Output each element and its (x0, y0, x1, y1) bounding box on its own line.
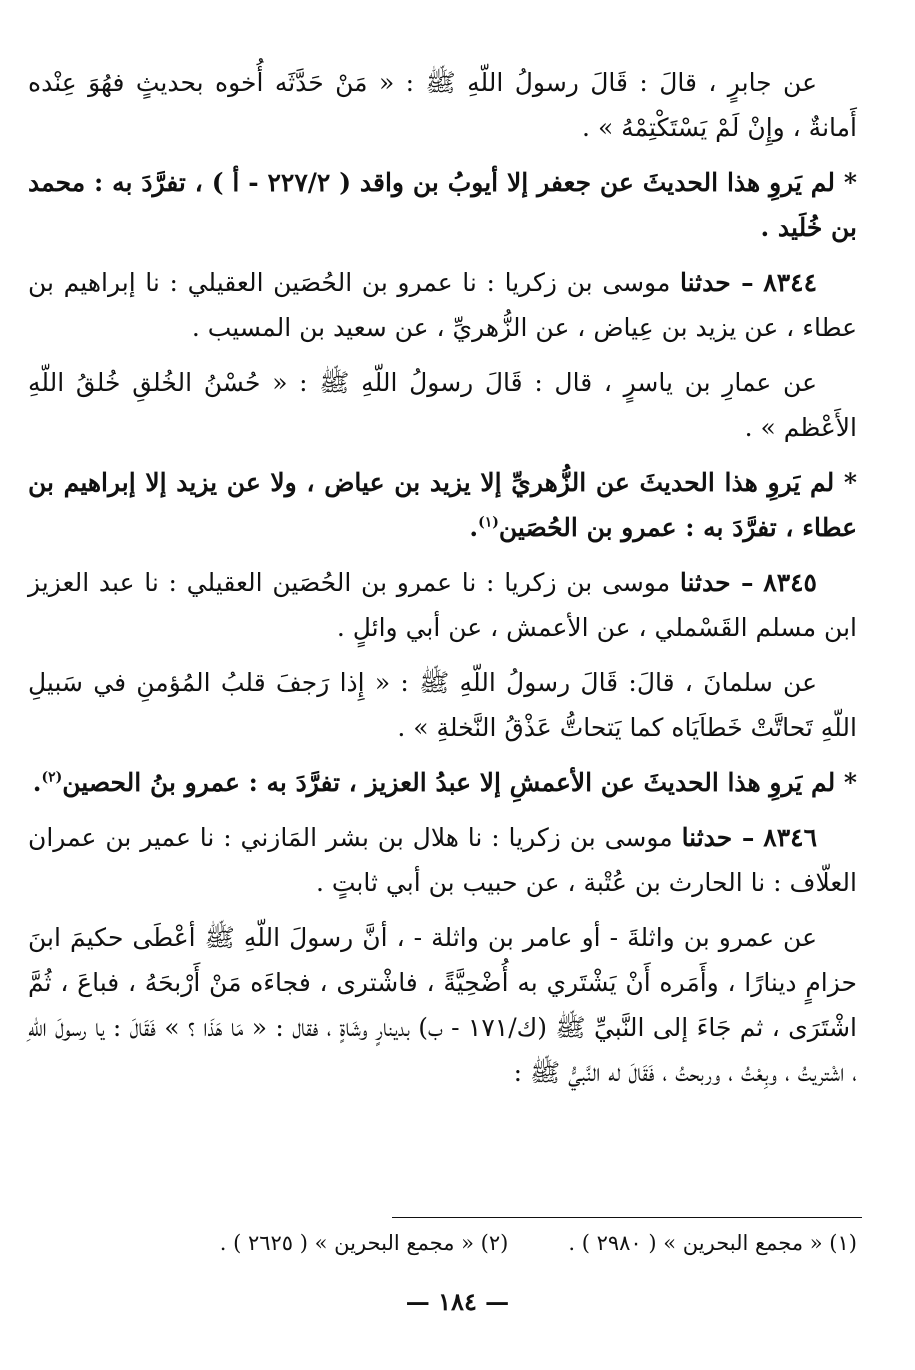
footnote-divider (392, 1217, 862, 1218)
hadith-text (28, 915, 857, 1095)
hadith-number: ٨٣٤٤ (763, 268, 817, 297)
paragraph-text: عن عمرو بن واثلةَ - أو عامر بن واثلة - ، أنَّ رسولَ اللّهِ ﷺ أعْطَى حكيمَ ابنَ حزامٍ دينارًا ، وأَمَره أَنْ يَشْتَري به أُضْحِيَّةً ، فاشْترى ، فجاءَه مَنْ أَرْبحَهُ ، فباعَ ، ثُمَّ اشْتَرَى ، ثم جَاءَ إلى النَّبيِّ ﷺ (ك/١٧١ - ب) بدينارٍ وشَاةٍ ، فقال : « مَا هَذَا ؟ » فَقَالَ : يا رسولَ اللّهِ ، اشْتريتُ ، وبِعْتُ ، وربحتُ ، فَقَالَ له النَّبيُّ ﷺ : (28, 923, 857, 1087)
paragraph-text: عن جابرٍ ، قالَ : قَالَ رسولُ اللّهِ ﷺ : « مَنْ حَدَّثَه أُخوه بحديثٍ فهُوَ عِنْده أَمانةٌ ، وإِنْ لَمْ يَسْتَكْتِمْهُ » . (28, 68, 857, 142)
narration-keyword: حدثنا (681, 823, 733, 852)
hadith-chain: ٨٣٤٦ – حدثنا موسى بن زكريا : نا هلال بن بشر المَازني : نا عمير بن عمران العلّاف : نا الحارث بن عُتْبة ، عن حبيب بن أبي ثابتٍ . (28, 823, 857, 897)
footnote-ref: (١) (478, 514, 499, 531)
hadith-chain: ٨٣٤٥ – حدثنا موسى بن زكريا : نا عمرو بن الحُصَين العقيلي : نا عبد العزيز ابن مسلم القَسْملي ، عن الأعمش ، عن أبي وائلٍ . (28, 568, 857, 642)
hadith-text (28, 360, 857, 450)
paragraph-text: * لم يَروِ هذا الحديثَ عن الزُّهريِّ إلا يزيد بن عياض ، ولا عن يزيد إلا إبراهيم بن عطاء ، تفرَّدَ به : عمرو بن الحُصَين (28, 468, 857, 542)
commentary-note: * لم يَروِ هذا الحديثَ عن الزُّهريِّ إلا يزيد بن عياض ، ولا عن يزيد إلا إبراهيم بن عطاء ، تفرَّدَ به : عمرو بن الحُصَين$^{(١)}$. (28, 468, 857, 542)
page-number: — ١٨٤ — (405, 1287, 510, 1316)
hadith-number: ٨٣٤٦ (763, 823, 817, 852)
footnote: (٢) « مجمع البحرين » ( ٢٦٢٥ ) . (219, 1231, 509, 1255)
commentary-note (28, 160, 857, 250)
paragraph-text: عن سلمانَ ، قالَ: قَالَ رسولُ اللّهِ ﷺ : « إِذا رَجفَ قلبُ المُؤمنِ في سَبيلِ اللّهِ تَحاتَّتْ خَطاَيَاه كما يَتحاتُّ عَذْقُ النَّخلةِ » . (28, 668, 857, 742)
hadith-chain: ٨٣٤٤ – حدثنا موسى بن زكريا : نا عمرو بن الحُصَين العقيلي : نا إبراهيم بن عطاء ، عن يزيد بن عِياض ، عن الزُّهريِّ ، عن سعيد بن المسيب . (28, 268, 857, 342)
footnotes (28, 1228, 857, 1258)
narration-keyword: حدثنا (679, 568, 731, 597)
hadith-text (28, 60, 857, 150)
paragraph-text: موسى بن زكريا : نا عمرو بن الحُصَين العقيلي : نا إبراهيم بن عطاء ، عن يزيد بن عِياض ، عن الزُّهريِّ ، عن سعيد بن المسيب . (28, 268, 857, 342)
footnote: (١) « مجمع البحرين » ( ٢٩٨٠ ) . (568, 1231, 857, 1255)
hadith-number: ٨٣٤٥ (763, 568, 817, 597)
paragraph-text: * لم يَروِ هذا الحديثَ عن جعفر إلا أيوبُ بن واقد ( ٢٢٧/٢ - أ ) ، تفرَّدَ به : محمد بن خُلَيد . (28, 168, 857, 242)
paragraph-text: عن عمارِ بن ياسرٍ ، قال : قَالَ رسولُ اللّهِ ﷺ : « حُسْنُ الخُلقِ خُلقُ اللّهِ الأَعْظم » . (28, 368, 857, 442)
paragraph-text: * لم يَروِ هذا الحديثَ عن الأعمشِ إلا عبدُ العزيز ، تفرَّدَ به : عمرو بنُ الحصين (62, 768, 857, 797)
paragraph-text: موسى بن زكريا : نا هلال بن بشر المَازني : نا عمير بن عمران العلّاف : نا الحارث بن عُتْبة ، عن حبيب بن أبي ثابتٍ . (28, 823, 857, 897)
hadith-text (28, 660, 857, 750)
commentary-note: * لم يَروِ هذا الحديثَ عن الأعمشِ إلا عبدُ العزيز ، تفرَّدَ به : عمرو بنُ الحصين$^{(٢)}$. (32, 768, 857, 797)
footnote-ref: (٢) (41, 769, 63, 786)
paragraph-text: موسى بن زكريا : نا عمرو بن الحُصَين العقيلي : نا عبد العزيز ابن مسلم القَسْملي ، عن الأعمش ، عن أبي وائلٍ . (28, 568, 857, 642)
narration-keyword: حدثنا (680, 268, 731, 297)
